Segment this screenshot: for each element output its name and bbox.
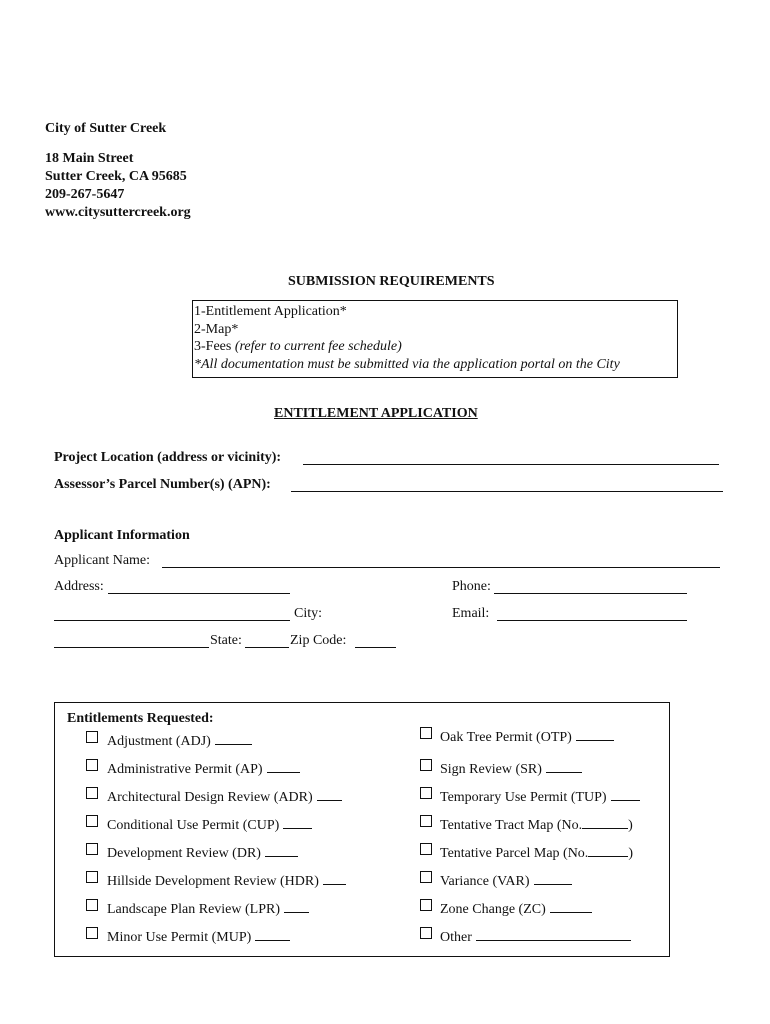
email-label: Email: bbox=[452, 606, 490, 621]
city-field[interactable] bbox=[54, 647, 209, 648]
city-state-zip: Sutter Creek, CA 95685 bbox=[45, 169, 187, 184]
entitlement-label-zc: Zone Change (ZC) bbox=[440, 900, 592, 918]
submission-requirements-box bbox=[192, 300, 678, 378]
apn-field[interactable] bbox=[291, 491, 723, 492]
entitlement-label-parcel-map: Tentative Parcel Map (No. ) bbox=[440, 846, 633, 861]
entitlement-label-lpr: Landscape Plan Review (LPR) bbox=[107, 900, 309, 918]
entitlements-heading: Entitlements Requested: bbox=[67, 711, 214, 726]
phone-field[interactable] bbox=[494, 593, 687, 594]
street-address: 18 Main Street bbox=[45, 151, 134, 166]
checkbox-adr[interactable] bbox=[86, 787, 98, 799]
project-location-field[interactable] bbox=[303, 464, 719, 465]
checkbox-var[interactable] bbox=[420, 871, 432, 883]
entitlement-label-other: Other bbox=[440, 928, 631, 946]
city-phone: 209-267-5647 bbox=[45, 187, 125, 202]
applicant-heading: Applicant Information bbox=[54, 528, 190, 543]
entitlement-label-tup: Temporary Use Permit (TUP) bbox=[440, 788, 640, 806]
entitlement-label-tract-map: Tentative Tract Map (No. ) bbox=[440, 818, 633, 833]
zip-field[interactable] bbox=[355, 647, 396, 648]
entitlement-label-hdr: Hillside Development Review (HDR) bbox=[107, 872, 346, 890]
entitlement-label-adr: Architectural Design Review (ADR) bbox=[107, 788, 342, 806]
checkbox-tup[interactable] bbox=[420, 787, 432, 799]
checkbox-zc[interactable] bbox=[420, 899, 432, 911]
requirement-item-3-note: (refer to current fee schedule) bbox=[234, 339, 402, 354]
email-field[interactable] bbox=[497, 620, 687, 621]
checkbox-tract-map[interactable] bbox=[420, 815, 432, 827]
checkbox-adj[interactable] bbox=[86, 731, 98, 743]
checkbox-lpr[interactable] bbox=[86, 899, 98, 911]
checkbox-parcel-map[interactable] bbox=[420, 843, 432, 855]
state-field[interactable] bbox=[245, 647, 289, 648]
requirement-item-1: 1-Entitlement Application* bbox=[194, 304, 347, 319]
apn-label: Assessor’s Parcel Number(s) (APN): bbox=[54, 477, 271, 492]
requirement-item-3 bbox=[194, 338, 677, 356]
entitlement-label-mup: Minor Use Permit (MUP) bbox=[107, 928, 290, 946]
entitlement-label-sr: Sign Review (SR) bbox=[440, 760, 582, 778]
address-label: Address: bbox=[54, 579, 104, 594]
entitlement-label-otp: Oak Tree Permit (OTP) bbox=[440, 728, 614, 746]
address-line-2-field[interactable] bbox=[54, 620, 290, 621]
submission-title: SUBMISSION REQUIREMENTS bbox=[288, 274, 495, 289]
checkbox-sr[interactable] bbox=[420, 759, 432, 771]
project-location-label: Project Location (address or vicinity): bbox=[54, 450, 282, 465]
phone-label: Phone: bbox=[452, 579, 491, 594]
checkbox-dr[interactable] bbox=[86, 843, 98, 855]
entitlement-label-cup: Conditional Use Permit (CUP) bbox=[107, 816, 312, 834]
applicant-name-label: Applicant Name: bbox=[54, 553, 151, 568]
entitlement-label-ap: Administrative Permit (AP) bbox=[107, 760, 300, 778]
city-name: City of Sutter Creek bbox=[45, 121, 167, 136]
city-website: www.citysuttercreek.org bbox=[45, 205, 191, 220]
requirement-item-2: 2-Map* bbox=[194, 321, 239, 337]
requirement-item-3-text: 3-Fees bbox=[194, 339, 235, 354]
application-title: ENTITLEMENT APPLICATION bbox=[274, 406, 478, 421]
checkbox-hdr[interactable] bbox=[86, 871, 98, 883]
checkbox-other[interactable] bbox=[420, 927, 432, 939]
zip-label: Zip Code: bbox=[290, 633, 347, 648]
city-label: City: bbox=[294, 606, 323, 621]
checkbox-cup[interactable] bbox=[86, 815, 98, 827]
state-label: State: bbox=[210, 633, 242, 648]
entitlement-label-var: Variance (VAR) bbox=[440, 872, 572, 890]
entitlement-label-adj: Adjustment (ADJ) bbox=[107, 732, 252, 750]
address-field[interactable] bbox=[108, 593, 290, 594]
entitlement-label-dr: Development Review (DR) bbox=[107, 844, 298, 862]
checkbox-otp[interactable] bbox=[420, 727, 432, 739]
requirement-note: *All documentation must be submitted via the application portal on the City bbox=[194, 356, 620, 372]
checkbox-ap[interactable] bbox=[86, 759, 98, 771]
checkbox-mup[interactable] bbox=[86, 927, 98, 939]
applicant-name-field[interactable] bbox=[162, 567, 720, 568]
